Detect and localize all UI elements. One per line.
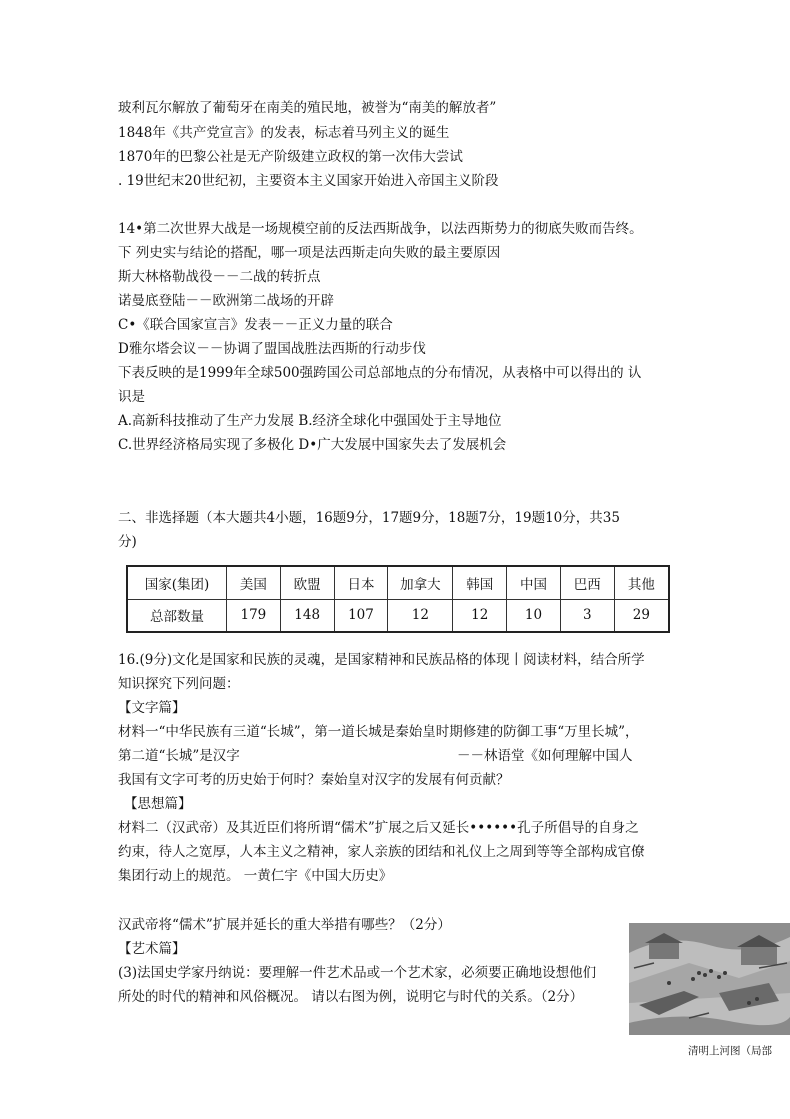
- q15-stem-2: 识是: [118, 389, 145, 405]
- table-cell: 29: [614, 599, 669, 632]
- line-2: 1848年《共产党宣言》的发表，标志着马列主义的诞生: [118, 125, 450, 141]
- table-cell: 美国: [227, 566, 281, 599]
- painting-caption: 清明上河图（局部: [688, 1045, 772, 1057]
- table-cell: 国家(集团): [127, 566, 227, 599]
- material-1-line-1: 材料一“中华民族有三道“长城”，第一道长城是秦始皇时期修建的防御工事“万里长城”，: [118, 724, 639, 740]
- table-row: [127, 599, 669, 632]
- table-cell: 3: [560, 599, 614, 632]
- question-3-line-2: 所处的时代的精神和风俗概况。 请以右图为例，说明它与时代的关系。（2分）: [118, 989, 584, 1005]
- section-2-heading-1: 二、非选择题（本大题共4小题，16题9分，17题9分，18题7分，19题10分，共35: [118, 510, 620, 526]
- table-row: [127, 566, 669, 599]
- material-2-line-2: 约束，待人之宽厚，人本主义之精神，家人亲族的团结和礼仪上之周到等等全部构成官僚: [118, 844, 645, 860]
- q16-stem-2: 知识探究下列问题：: [118, 676, 240, 692]
- table-cell: 10: [507, 599, 561, 632]
- q15-stem-1: 下表反映的是1999年全球500强跨国公司总部地点的分布情况，从表格中可以得出的 认: [118, 365, 642, 381]
- material-2-line-3: 集团行动上的规范。 一黄仁宇《中国大历史》: [118, 868, 393, 884]
- table-cell: 韩国: [453, 566, 507, 599]
- qingming-painting-image: [629, 923, 790, 1035]
- table-cell: 欧盟: [280, 566, 334, 599]
- table-cell: 107: [334, 599, 388, 632]
- table-cell: 加拿大: [388, 566, 453, 599]
- material-1-source: －－林语堂《如何理解中国人: [457, 748, 633, 764]
- q14-option-b: 诺曼底登陆－－欧洲第二战场的开辟: [118, 293, 334, 309]
- line-1: 玻利瓦尔解放了葡萄牙在南美的殖民地，被誉为“南美的解放者”: [118, 100, 497, 116]
- table-cell: 巴西: [560, 566, 614, 599]
- line-3: 1870年的巴黎公社是无产阶级建立政权的第一次伟大尝试: [118, 149, 463, 165]
- section-thought-label: 【思想篇】: [124, 796, 192, 812]
- question-2: 汉武帝将“儒术”扩展并延长的重大举措有哪些？（2分）: [118, 917, 451, 933]
- line-4: . 19世纪末20世纪初，主要资本主义国家开始进入帝国主义阶段: [118, 173, 499, 189]
- question-1: 我国有文字可考的历史始于何时？秦始皇对汉字的发展有何贡献？: [118, 772, 510, 788]
- material-1-line-2: 第二道“长城”是汉字: [118, 748, 240, 764]
- question-3-line-1: (3)法国史学家丹纳说：要理解一件艺术品或一个艺术家，必须要正确地设想他们: [118, 965, 597, 981]
- section-2-heading-2: 分): [118, 534, 137, 550]
- table-cell: 日本: [334, 566, 388, 599]
- hq-distribution-table: [126, 565, 670, 633]
- table-cell: 12: [453, 599, 507, 632]
- table-cell: 总部数量: [127, 599, 227, 632]
- material-2-line-1: 材料二（汉武帝）及其近臣们将所谓“儒术”扩展之后又延长••••••孔子所倡导的自身之: [118, 820, 639, 836]
- q14-option-a: 斯大林格勒战役－－二战的转折点: [118, 269, 321, 285]
- q15-options-cd: C.世界经济格局实现了多极化 D•广大发展中国家失去了发展机会: [118, 437, 507, 453]
- q14-stem-1: 14•第二次世界大战是一场规模空前的反法西斯战争，以法西斯势力的彻底失败而告终。: [118, 221, 643, 237]
- section-art-label: 【艺术篇】: [118, 941, 186, 957]
- q14-stem-2: 下 列史实与结论的搭配，哪一项是法西斯走向失败的最主要原因: [118, 245, 501, 261]
- table-cell: 148: [280, 599, 334, 632]
- q14-option-c: C•《联合国家宣言》发表－－正义力量的联合: [118, 317, 393, 333]
- table-cell: 179: [227, 599, 281, 632]
- q16-stem-1: 16.(9分)文化是国家和民族的灵魂，是国家精神和民族品格的体现丨阅读材料，结合所学: [118, 652, 645, 668]
- table-cell: 12: [388, 599, 453, 632]
- table-cell: 中国: [507, 566, 561, 599]
- table-cell: 其他: [614, 566, 669, 599]
- section-text-label: 【文字篇】: [118, 700, 186, 716]
- q14-option-d: D雅尔塔会议－－协调了盟国战胜法西斯的行动步伐: [118, 341, 426, 357]
- q15-options-ab: A.高新科技推动了生产力发展 B.经济全球化中强国处于主导地位: [118, 413, 502, 429]
